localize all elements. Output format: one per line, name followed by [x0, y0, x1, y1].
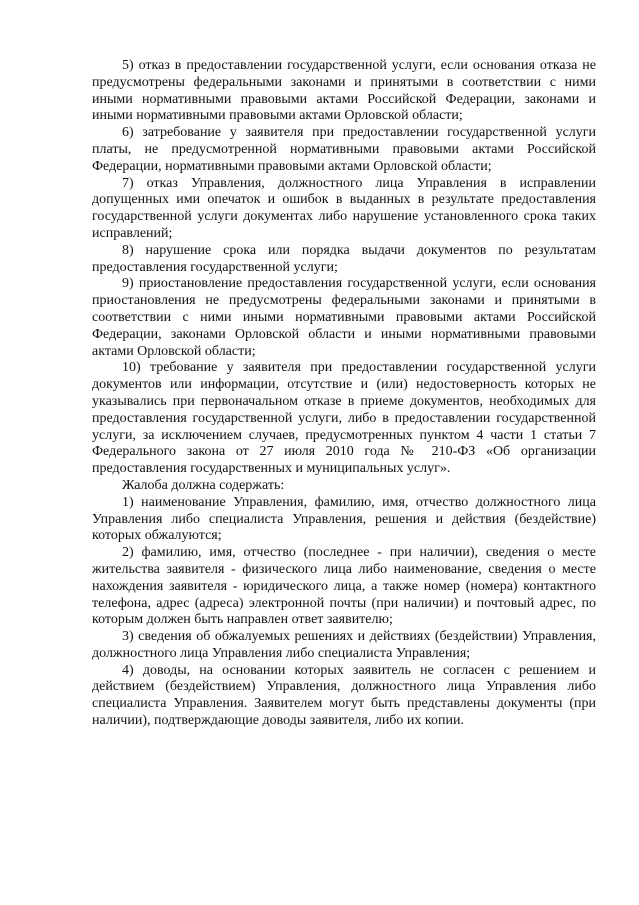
item-6: 6) затребование у заявителя при предоставлении государственной услуги платы, не предусмотренной нормативными правовыми актами Российской Федерации, нормативными правовыми актами Орловской области; — [92, 125, 596, 174]
item-8: 8) нарушение срока или порядка выдачи документов по результатам предоставления государственной услуги; — [92, 242, 596, 275]
item-5: 5) отказ в предоставлении государственной услуги, если основания отказа не предусмотрены федеральными законами и принятыми в соответствии с ними иными нормативными правовыми актами Российской Федерации, законами и иными нормативными правовыми актами Орловской области; — [92, 58, 596, 124]
document-page — [92, 58, 596, 730]
item-9: 9) приостановление предоставления государственной услуги, если основания приостановления не предусмотрены федеральными законами и принятыми в соответствии с ними иными нормативными правовыми актами Российской Федерации, законами Орловской области и иными нормативными правовыми актами Орловской области; — [92, 276, 596, 359]
complaint-heading: Жалоба должна содержать: — [122, 477, 285, 493]
complaint-item-1: 1) наименование Управления, фамилию, имя, отчество должностного лица Управления либо специалиста Управления, решения и действия (бездействие) которых обжалуются; — [92, 494, 596, 544]
complaint-item-3: 3) сведения об обжалуемых решениях и действиях (бездействии) Управления, должностного лица Управления либо специалиста Управления; — [92, 629, 596, 661]
complaint-item-4: 4) доводы, на основании которых заявитель не согласен с решением и действием (бездействием) Управления, должностного лица Управления либо специалиста Управления. Заявителем могут быть представлены документы (при наличии), подтверждающие доводы заявителя, либо их копии. — [92, 662, 596, 729]
item-7: 7) отказ Управления, должностного лица Управления в исправлении допущенных ими опечаток и ошибок в выданных в результате предоставления государственной услуги документах либо нарушение установленного срока таких исправлений; — [92, 175, 596, 241]
item-10: 10) требование у заявителя при предоставлении государственной услуги документов или информации, отсутствие и (или) недостоверность которых не указывались при первоначальном отказе в приеме документов, необходимых для предоставления государственной услуги, либо в предоставлении государственной услуги, за исключением случаев, предусмотренных пунктом 4 части 1 статьи 7 Федерального закона от 27 июля 2010 года № 210-ФЗ «Об организации предоставления государственных и муниципальных услуг». — [92, 360, 596, 477]
complaint-item-2: 2) фамилию, имя, отчество (последнее - при наличии), сведения о месте жительства заявителя - физического лица либо наименование, сведения о месте нахождения заявителя - юридического лица, а также номер (номера) контактного телефона, адрес (адреса) электронной почты (при наличии) и почтовый адрес, по которым должен быть направлен ответ заявителю; — [92, 545, 596, 628]
